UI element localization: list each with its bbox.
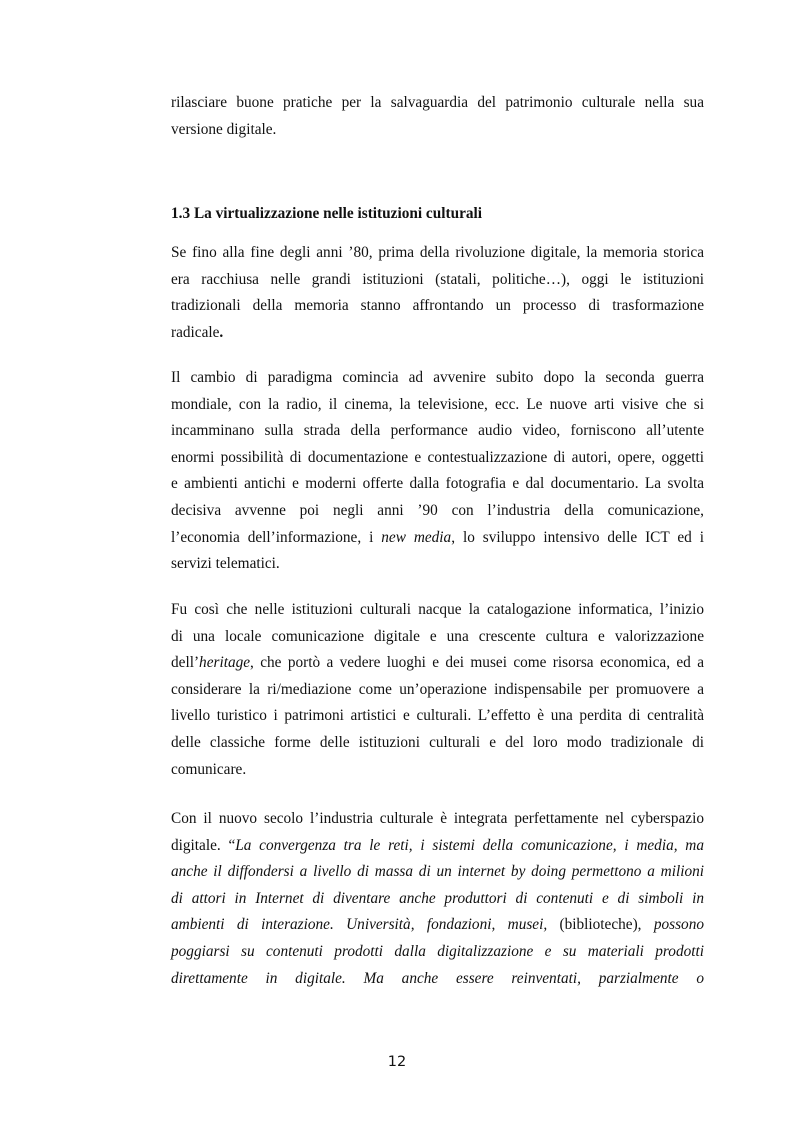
text-line [171,650,704,677]
paragraph-cataloguing [171,597,704,783]
text-line: servizi telematici. [171,555,280,573]
text-line: decisiva avvenne poi negli anni ’90 con l’industria della comunicazione, [171,501,704,519]
text-line: livello turistico i patrimoni artistici e culturali. L’effetto è una perdita di centralità [171,707,704,725]
text-line: di una locale comunicazione digitale e una crescente cultura e valorizzazione [171,627,704,645]
text-line [171,525,704,552]
text-line [171,966,704,993]
text-fragment: , lo sviluppo intensivo delle ICT ed i [451,528,704,546]
italic-term: heritage [199,654,251,672]
text-line: rilasciare buone pratiche per la salvaguardia del patrimonio culturale nella sua [171,94,704,111]
italic-quote: di attori in Internet di diventare anche produttori di contenuti e di simboli in [171,889,704,907]
italic-term: new media [381,528,452,546]
bold-period: . [219,323,224,341]
paragraph-paradigm [171,365,704,578]
paragraph-continuation [171,90,704,143]
text-line: e ambienti antichi e moderni offerte dalla fotografia e dal documentario. La svolta [171,475,704,493]
text-line [171,886,704,913]
text-fragment: , che portò a vedere luoghi e dei musei come risorsa economica, ed a [250,654,704,672]
text-line: incamminano sulla strada della performance audio video, forniscono all’utente [171,422,704,440]
text-line: Se fino alla fine degli anni ’80, prima della rivoluzione digitale, la memoria storica [171,244,704,261]
text-fragment: (biblioteche), [547,916,654,934]
text-line [171,833,704,860]
text-fragment: radicale [171,323,220,341]
paragraph-new-century [171,806,704,992]
text-line: delle classiche forme delle istituzioni culturali e del loro modo tradizionale di [171,733,704,751]
text-fragment: digitale. “ [171,836,236,854]
text-line [171,320,704,347]
italic-quote: La convergenza tra le reti, i sistemi della comunicazione, i media, ma [235,836,704,854]
text-line [171,912,704,939]
text-fragment: l’economia dell’informazione, i [171,528,382,546]
text-line: Il cambio di paradigma comincia ad avvenire subito dopo la seconda guerra [171,369,704,386]
text-line: era racchiusa nelle grandi istituzioni (statali, politiche…), oggi le istituzioni [171,270,704,288]
text-line [171,859,704,886]
italic-quote: poggiarsi su contenuti prodotti dalla digitalizzazione e su materiali prodotti [171,942,704,960]
text-line: comunicare. [171,760,247,778]
section-heading: 1.3 La virtualizzazione nelle istituzioni culturali [171,205,483,222]
text-line: Fu così che nelle istituzioni culturali nacque la catalogazione informatica, l’inizio [171,601,704,618]
italic-quote: possono [653,916,704,934]
italic-quote: anche il diffondersi a livello di massa di un internet by doing permettono a milioni [171,863,704,881]
text-line: mondiale, con la radio, il cinema, la televisione, ecc. Le nuove arti visive che si [171,395,704,413]
text-line: considerare la ri/mediazione come un’operazione indispensabile per promuovere a [171,680,704,698]
text-line: enormi possibilità di documentazione e contestualizzazione di autori, opere, oggetti [171,448,704,466]
paragraph-intro [171,240,704,346]
text-line: tradizionali della memoria stanno affrontando un processo di trasformazione [171,297,704,315]
text-line: Con il nuovo secolo l’industria culturale è integrata perfettamente nel cyberspazio [171,810,704,827]
italic-quote: direttamente in digitale. Ma anche essere reinventati, parzialmente o [171,969,704,987]
italic-quote: ambienti di interazione. Università, fondazioni, musei, [171,916,548,934]
page-number: 12 [387,1054,407,1070]
text-fragment: dell’ [171,654,200,672]
text-line: versione digitale. [171,120,277,138]
text-line [171,939,704,966]
